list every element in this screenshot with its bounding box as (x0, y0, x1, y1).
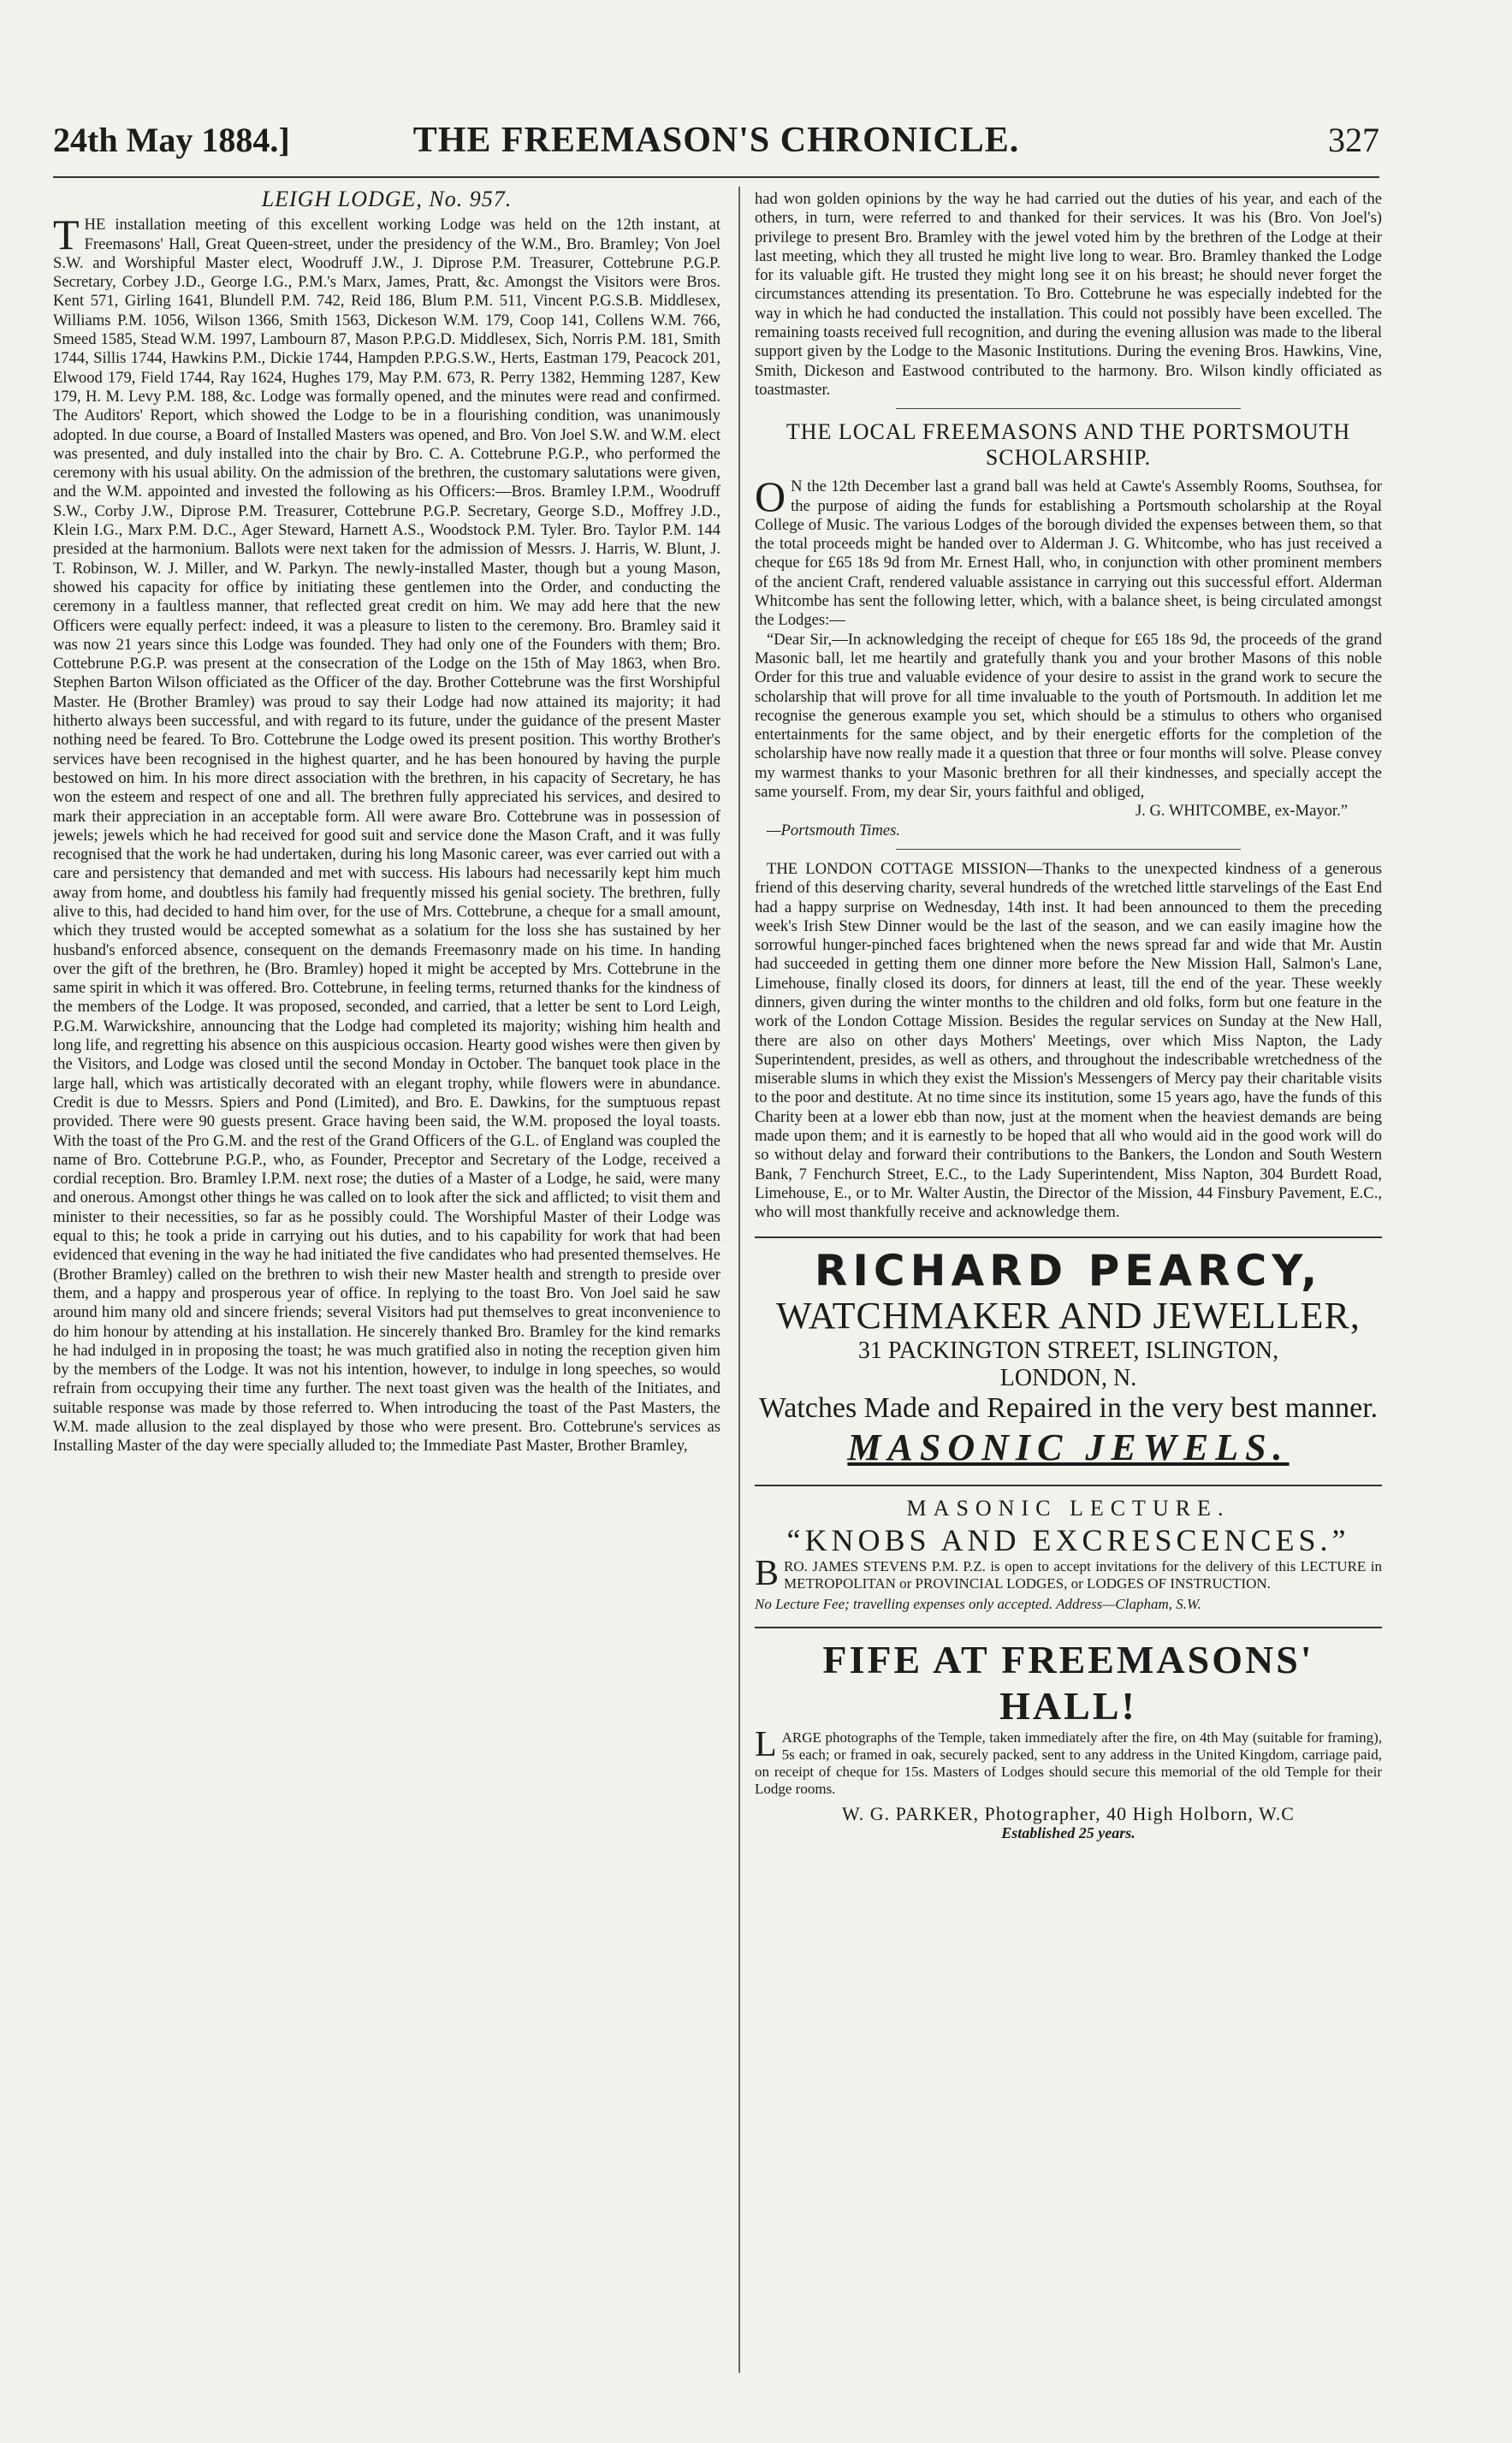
leigh-paragraph-1: HE installation meeting of this excellent working Lodge was held on the 12th instant, at Freemasons' Hall, Great Queen-street, under the presidency of the W.M., Bro. Bramley; Von Joel S.W. and Worshipful Master elect, Woodruff J.W., J. Diprose P.M. Treasurer, Cottebrune P.G.P. Secretary, Corbey J.D., George I.G., P.M.'s Marx, James, Pratt, &c. Amongst the Visitors were Bros. Kent 571, Girling 1641, Blundell P.M. 742, Reid 186, Blum P.M. 511, Vincent P.G.S.B. Middlesex, Williams P.M. 1056, Wilson 1366, Smith 1563, Dickeson W.M. 179, Coop 141, Collens W.M. 766, Smeed 1585, Stead W.M. 1997, Lambourn 87, Mason P.P.G.D. Middlesex, Sich, Norris P.M. 181, Smith 1744, Sillis 1744, Hawkins P.M., Dickie 1744, Hampden P.P.G.S.W., Herts, Eastman 179, Peacock 201, Elwood 179, Field 1744, Ray 1624, Hughes 179, May P.M. 673, R. Perry 1382, Hemming 1287, Kew 179, H. M. Levy P.M. 188, &c. Lodge was formally opened, and the minutes were read and confirmed. The Auditors' Report, which showed the Lodge to be in a flourishing condition, was unanimously adopted. In due course, a Board of Installed Masters was opened, and Bro. Von Joel S.W. and W.M. elect was presented, and duly installed into the chair by Bro. C. A. Cottebrune P.G.P., who performed the ceremony with his usual ability. On the admission of the brethren, the customary salutations were given, and the W.M. appointed and invested the following as his Officers:—Bros. Bramley I.P.M., Woodruff S.W., Corby J.W., Diprose P.M. Treasurer, Cottebrune P.G.P. Secretary, George S.D., Moffrey J.D., Klein I.G., Marx P.M. D.C., Ager Steward, Harnett A.S., Woodstock P.M. Tyler. Bro. Taylor P.M. 144 presided at the harmonium. Ballots were next taken for the admission of Messrs. J. Harris, W. Blunt, J. T. Robinson, W. J. Miller, and W. Parkyn. The newly-installed Master, though but a young Mason, showed his capacity for office by initiating these gentlemen into the Order, and conducting the ceremony in a faultless manner, that reflected great credit on him. We may add here that the new Officers were equally perfect: indeed, it was a pleasure to listen to the ceremony. Bro. Bramley said it was now 21 years since this Lodge was founded. They had only one of the Founders with them; Bro. Cottebrune P.G.P. was present at the consecration of the Lodge on the 15th of May 1863, when Bro. Stephen Barton Wilson officiated as the Officer of the day. Brother Cottebrune was the first Worshipful Master. He (Brother Bramley) was proud to say their Lodge had now attained its majority; it had hitherto always been successful, and with regard to its future, under the guidance of the present Master nothing need be feared. To Bro. Cottebrune the Lodge owed its present position. This worthy Brother's services have been recognised in the highest quarter, and he has been honoured by having the purple bestowed on him. In his more direct association with the brethren, in his capacity of Secretary, he has won the esteem and respect of one and all. The brethren fully appreciated his services, and desired to mark their appreciation in an acceptable form. All were aware Bro. Cottebrune was in possession of jewels; jewels which he had received for good suit and service done the Mason Craft, and it was fully recognised that the work he had undertaken, during his long Masonic career, was ever carried out with a care and persistency that demanded and met with success. His labours had necessarily kept him much away from home, and doubtless his family had frequently missed his genial society. The brethren, fully alive to this, had decided to hand him over, for the use of Mrs. Cottebrune, a cheque for a small amount, which they trusted would be accepted somewhat as a solatium for the loss she has sustained by her husband's enforced absence, consequent on the demands Freemasonry made on his time. In handing over the gift of the brethren, he (Bro. Bramley) hoped it might be accepted by Mrs. Cottebrune in the same spirit in which it was offered. Bro. Cottebrune, in feeling terms, returned thanks for the kindness of the members of the Lodge. It was proposed, seconded, and carried, that a letter be sent to Lord Leigh, P.G.M. Warwickshire, announcing that the Lodge had completed its majority; wishing him health and long life, and regretting his absence on this auspicious occasion. Hearty good wishes were then given by the Visitors, and Lodge was closed until the second Monday in October. The banquet took place in the large hall, which was artistically decorated with an elegant trophy, while flowers were in abundance. Credit is due to Messrs. Spiers and Pond (Limited), and Bro. E. Dawkins, for the sumptuous repast provided. There were 90 guests present. Grace having been said, the W.M. proposed the loyal toasts. With the toast of the Pro G.M. and the rest of the Grand Officers of the G.L. of England was coupled the name of Bro. Cottebrune P.G.P., who, as Founder, Preceptor and Secretary of the Lodge, received a cordial reception. Bro. Bramley I.P.M. next rose; the duties of a Master of a Lodge, he said, were many and onerous. Amongst other things he was called on to look after the sick and afflicted; to visit them and minister to their necessities, so far as he possibly could. The Worshipful Master of their Lodge was equal to this; he took a pride in carrying out his duties, and to his capability for work that had been evidenced that evening in the way he had initiated the five candidates who had presented themselves. He (Brother Bramley) called on the brethren to wish their new Master health and strength to preside over them, and a happy and prosperous year of office. In replying to the toast Bro. Von Joel said he saw around him many old and sincere friends; several Visitors had put themselves to great inconvenience to do him honour by attending at his installation. He sincerely thanked Bro. Bramley for the kind remarks he had indulged in in proposing the toast; he was much gratified also in noting the reception given him by the members of the Lodge. It was not his intention, however, to indulge in long speeches, so would refrain from occupying their time any further. The next toast given was the health of the Initiates, and suitable response was made by those referred to. When introducing the toast of the Past Masters, the W.M. made allusion to the zeal displayed by those who were present. Bro. Cottebrune's services as Installing Master of the day were specially alluded to; the Immediate Past Master, Brother Bramley, (53, 216, 720, 1456)
lecture-footer: No Lecture Fee; travelling expenses only accepted. Address—Clapham, S.W. (755, 1595, 1201, 1612)
pearcy-name: RICHARD PEARCY, (814, 1245, 1323, 1296)
publication-title: THE FREEMASON'S CHRONICLE. (412, 121, 1020, 160)
pearcy-service: Watches Made and Repaired in the very best manner. (758, 1391, 1379, 1424)
pearcy-address: 31 PACKINGTON STREET, ISLINGTON, (857, 1337, 1279, 1364)
fife-established: Established 25 years. (1001, 1823, 1135, 1841)
portsmouth-intro: O N the 12th December last a grand ball was held at Cawte's Assembly Rooms, Southsea, for the purpose of aiding the funds for establishing a Portsmouth scholarship at the Royal College of Music. The various Lodges of the borough divided the expenses between them, so that the total proceeds might be handed over to Alderman J. G. Whitcombe, who has just received a cheque for £65 18s 9d from Mr. Ernest Hall, who, in conjunction with other prominent members of the ancient Craft, rendered valuable assistance in carrying out this successful effort. Alderman Whitcombe has sent the following letter, which, with a balance sheet, is being circulated amongst the Lodges:— (755, 472, 1382, 630)
lecture-heading: MASONIC LECTURE. (906, 1495, 1230, 1521)
section-rule (896, 408, 1241, 409)
cottage-mission-lead: THE LONDON COTTAGE MISSION (767, 859, 1027, 878)
portsmouth-title: THE LOCAL FREEMASONS AND THE PORTSMOUTH SCHOLARSHIP. (786, 419, 1351, 471)
right-column (755, 190, 1382, 2379)
left-column (53, 190, 720, 2379)
cottage-mission-text: —Thanks to the unexpected kindness of a generous friend of this deserving charity, several hundreds of the wretched little starvelings of the East End had a happy surprise on Wednesday, 14th inst. It had been announced to them the preceding week's Irish Stew Dinner would be the last of the season, and we can easily imagine how the sorrowful hunger-pinched faces brightened when the news spread far and wide that Mr. Austin had succeeded in getting them one dinner more before the New Mission Hall, Salmon's Lane, Limehouse, finally closed its doors, for dinners at least, till the end of the year. These weekly dinners, given during the winter months to the children and old folks, form but one feature in the work of the London Cottage Mission. Besides the regular services on Sunday at the New Hall, there are also on other days Mothers' Meetings, over which Miss Napton, the Lady Superintendent, presides, as well as others, and throughout the indescribable wretchedness of the miserable slums in which they exist the Mission's Messengers of Mercy pay their charitable visits to the poor and destitute. At no time since its institution, some 15 years ago, have the funds of this Charity been at a lower ebb than now, just at the moment when the heaviest demands are being made upon them; and it is earnestly to be hoped that all who would aid in the good work will do so without delay and forward their contributions to the Bankers, the London and South Western Bank, 7 Fenchurch Street, E.C., to the Lady Superintendent, Miss Napton, 304 Burdett Road, Limehouse, E., or to Mr. Walter Austin, the Director of the Mission, 44 Finsbury Pavement, E.C., who will most thankfully receive and acknowledge them. (755, 859, 1382, 1222)
fife-photographer: W. G. PARKER, Photographer, 40 High Holborn, W.C (842, 1802, 1295, 1824)
leigh-lodge-title: LEIGH LODGE, No. 957. (261, 190, 513, 211)
lecture-body: BRO. JAMES STEVENS P.M. P.Z. is open to accept invitations for the delivery of this LECTURE in METROPOLITAN or PROVINCIAL LODGES, or LODGES OF INSTRUCTION. (755, 1553, 1382, 1593)
portsmouth-letter: “Dear Sir,—In acknowledging the receipt of cheque for £65 18s 9d, the proceeds of the grand Masonic ball, let me heartily and gratefully thank you and your brother Masons of this noble Order for this true and valuable evidence of your desire to assist in the grand work to secure the scholarship that will prove for all time invaluable to the youth of Portsmouth. In addition let me recognise the generous example you set, which should be a stimulus to others who organised entertainments for the same object, and by their energetic efforts for the completion of the scholarship have now really made it a question that three or four months will solve. Please convey my warmest thanks to your Masonic brethren for all their kindnesses, and specially accept the same yourself. From, my dear Sir, yours faithful and obliged, (755, 630, 1382, 802)
leigh-lodge-body (53, 211, 720, 1456)
ad-rule (755, 1627, 1382, 1628)
issue-date: 24th May 1884.] (53, 121, 290, 159)
fife-dropcap: L (755, 1724, 777, 1764)
cottage-mission-article (755, 860, 1382, 1223)
fife-title: FIFE AT FREEMASONS' HALL! (822, 1637, 1314, 1728)
pearcy-advertisement (755, 1236, 1382, 1471)
leigh-lodge-continued: had won golden opinions by the way he had carried out the duties of his year, and each of the others, in turn, were referred to and thanked for their services. It was his (Bro. Von Joel's) privilege to present Bro. Bramley with the jewel voted him by the brethren of the Lodge at their last meeting, which they all trusted he might live long to wear. Bro. Bramley thanked the Lodge for its valuable gift. He trusted they might long see it on his breast; he should never forget the circumstances attending its presentation. To Bro. Cottebrune he was especially indebted for the way in which he had conducted the installation. This could not possibly have been excelled. The remaining toasts received full recognition, and during the evening allusion was made to the liberal support given by the Lodge to the Masonic Institutions. During the evening Bros. Hawkins, Vine, Smith, Dickeson and Eastwood contributed to the harmony. Bro. Wilson kindly officiated as toastmaster. (755, 190, 1382, 399)
ad-rule (755, 1236, 1382, 1238)
page-header (53, 120, 1379, 163)
lecture-advertisement (755, 1485, 1382, 1613)
lecture-title: “KNOBS AND EXCRESCENCES.” (786, 1522, 1350, 1557)
portsmouth-source: —Portsmouth Times. (767, 821, 901, 839)
pearcy-trade: WATCHMAKER AND JEWELLER, (776, 1294, 1361, 1337)
page-number: 327 (1328, 121, 1379, 159)
pearcy-city: LONDON, N. (999, 1364, 1137, 1391)
ad-rule (755, 1485, 1382, 1486)
header-rule (53, 176, 1379, 178)
column-divider (738, 187, 740, 2373)
leigh-dropcap: T (53, 211, 80, 259)
fife-body: LARGE photographs of the Temple, taken immediately after the fire, on 4th May (suitable for framing), 5s each; or framed in oak, securely packed, sent to any address in the United Kingdom, carriage paid, on receipt of cheque for 15s. Masters of Lodges should secure this memorial of the old Temple for their Lodge rooms. (755, 1724, 1382, 1797)
section-rule (896, 849, 1241, 850)
portsmouth-dropcap: O (755, 472, 786, 521)
fife-advertisement (755, 1627, 1382, 1843)
portsmouth-signature: J. G. WHITCOMBE, ex-Mayor.” (1135, 802, 1348, 821)
pearcy-jewels: MASONIC JEWELS. (847, 1426, 1290, 1468)
lecture-dropcap: B (755, 1553, 780, 1593)
